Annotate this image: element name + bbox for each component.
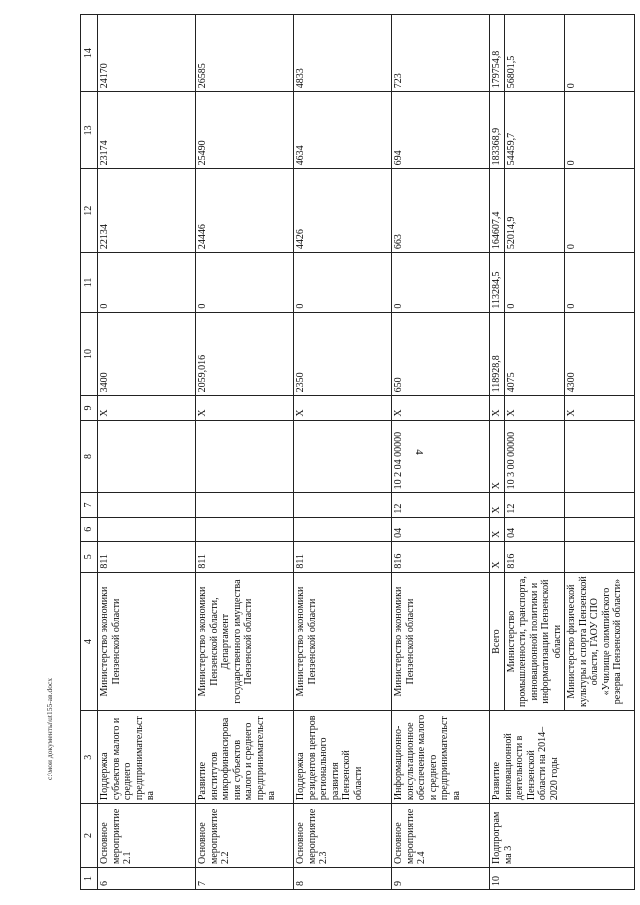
- table-cell-c8: 10 2 04 00000: [392, 420, 490, 493]
- table-cell-c13: 183368,9: [490, 92, 505, 169]
- page-number: 4: [413, 449, 425, 455]
- table-cell-c13: 25490: [196, 92, 294, 169]
- table-cell-c8: [196, 420, 294, 493]
- table-cell-c12: 663: [392, 169, 490, 253]
- table-cell-c3: Поддержка резидентов центров регионального развития Пензенской области: [294, 711, 392, 804]
- table-cell-c10: 118928,8: [490, 312, 505, 396]
- table-row: [196, 15, 294, 890]
- table-cell-c13: 0: [565, 92, 635, 169]
- table-cell-c6: [565, 517, 635, 541]
- table-row: [294, 15, 392, 890]
- table-cell-c14: 723: [392, 15, 490, 92]
- budget-table: [80, 14, 635, 890]
- table-cell-c10: 4300: [565, 312, 635, 396]
- table-cell-c5: [565, 541, 635, 572]
- table-cell-c14: 24170: [98, 15, 196, 92]
- rotated-table-sheet: [80, 14, 623, 890]
- table-cell-c3: Поддержка субъектов малого и среднего предпринимательства: [98, 711, 196, 804]
- table-cell-c13: 694: [392, 92, 490, 169]
- table-cell-c1: 9: [392, 867, 490, 889]
- header-col-2: 2: [81, 804, 98, 868]
- table-cell-c11: 0: [294, 253, 392, 313]
- header-col-13: 13: [81, 92, 98, 169]
- table-cell-c5: 816: [392, 541, 490, 572]
- table-cell-c4: Министерство экономики Пензенской области: [294, 572, 392, 711]
- table-cell-c3: Информационно-консультационное обеспечение малого и среднего предпринимательства: [392, 711, 490, 804]
- header-col-7: 7: [81, 493, 98, 517]
- table-cell-c5: 816: [504, 541, 565, 572]
- table-cell-c11: 113284,5: [490, 253, 505, 313]
- table-cell-c7: 12: [392, 493, 490, 517]
- table-cell-c10: 2350: [294, 312, 392, 396]
- header-col-8: 8: [81, 420, 98, 493]
- table-cell-c14: 26585: [196, 15, 294, 92]
- header-col-6: 6: [81, 517, 98, 541]
- table-cell-c7: [98, 493, 196, 517]
- table-cell-c12: 22134: [98, 169, 196, 253]
- table-cell-c12: 4426: [294, 169, 392, 253]
- table-row: [98, 15, 196, 890]
- table-cell-c9: X: [392, 396, 490, 420]
- header-col-14: 14: [81, 15, 98, 92]
- table-cell-c8: 10 3 00 00000: [504, 420, 565, 493]
- table-cell-c5: 811: [196, 541, 294, 572]
- table-cell-c10: 2059,016: [196, 312, 294, 396]
- table-cell-c1: 6: [98, 867, 196, 889]
- table-cell-c5: 811: [294, 541, 392, 572]
- table-cell-c7: X: [490, 493, 505, 517]
- footer-path: c:\мои документы\ut155-ав.docx: [44, 677, 54, 780]
- table-cell-c7: [565, 493, 635, 517]
- table-cell-c10: 3400: [98, 312, 196, 396]
- table-cell-c13: 4634: [294, 92, 392, 169]
- table-cell-c4: Министерство промышленности, транспорта, инновационной политики и информатизации Пензенской области: [504, 572, 565, 711]
- table-cell-c4: Министерство экономики Пензенской области: [98, 572, 196, 711]
- header-col-9: 9: [81, 396, 98, 420]
- table-cell-c6: [98, 517, 196, 541]
- table-cell-c8: [294, 420, 392, 493]
- table-cell-c11: 0: [392, 253, 490, 313]
- header-col-12: 12: [81, 169, 98, 253]
- table-cell-c14: 0: [565, 15, 635, 92]
- table-cell-c3: Развитие инновационной деятельности в Пензенской области на 2014–2020 годы: [490, 711, 635, 804]
- table-cell-c12: 0: [565, 169, 635, 253]
- table-cell-c10: 4075: [504, 312, 565, 396]
- table-cell-c13: 54459,7: [504, 92, 565, 169]
- table-cell-c4: Министерство физической культуры и спорта Пензенской области, ГАОУ СПО «Училище олимпийского резерва Пензенской области»: [565, 572, 635, 711]
- header-col-11: 11: [81, 253, 98, 313]
- table-cell-c2: Основное мероприятие 2.2: [196, 804, 294, 868]
- table-cell-c2: Подпрограмма 3: [490, 804, 635, 868]
- table-cell-c7: 12: [504, 493, 565, 517]
- header-col-10: 10: [81, 312, 98, 396]
- table-cell-c6: [294, 517, 392, 541]
- table-cell-c8: [98, 420, 196, 493]
- table-cell-c5: X: [490, 541, 505, 572]
- table-cell-c10: 650: [392, 312, 490, 396]
- header-col-5: 5: [81, 541, 98, 572]
- table-cell-c12: 164607,4: [490, 169, 505, 253]
- table-cell-c3: Развитие институтов микрофинансирования субъектов малого и среднего предпринимательства: [196, 711, 294, 804]
- table-cell-c11: 0: [565, 253, 635, 313]
- table-cell-c11: 0: [504, 253, 565, 313]
- table-cell-c4: Министерство экономики Пензенской области: [392, 572, 490, 711]
- table-cell-c12: 52014,9: [504, 169, 565, 253]
- table-cell-c14: 56801,5: [504, 15, 565, 92]
- table-cell-c7: [294, 493, 392, 517]
- table-cell-c8: [565, 420, 635, 493]
- header-col-4: 4: [81, 572, 98, 711]
- table-row: [392, 15, 490, 890]
- table-cell-c7: [196, 493, 294, 517]
- table-cell-c13: 23174: [98, 92, 196, 169]
- table-cell-c14: 179754,8: [490, 15, 505, 92]
- table-cell-c14: 4833: [294, 15, 392, 92]
- table-cell-c9: X: [98, 396, 196, 420]
- table-cell-c2: Основное мероприятие 2.3: [294, 804, 392, 868]
- table-cell-c4: Министерство экономики Пензенской области, Департамент государственного имущества Пензенской области: [196, 572, 294, 711]
- header-row: [81, 15, 98, 890]
- table-cell-c11: 0: [196, 253, 294, 313]
- header-col-3: 3: [81, 711, 98, 804]
- table-cell-c6: 04: [392, 517, 490, 541]
- table-cell-c12: 24446: [196, 169, 294, 253]
- table-cell-c1: 7: [196, 867, 294, 889]
- table-row: [490, 15, 505, 890]
- table-cell-c9: X: [565, 396, 635, 420]
- header-col-1: 1: [81, 867, 98, 889]
- table-cell-c9: X: [504, 396, 565, 420]
- table-cell-c9: X: [490, 396, 505, 420]
- table-cell-c9: X: [294, 396, 392, 420]
- table-cell-c1: 10: [490, 867, 635, 889]
- table-cell-c6: [196, 517, 294, 541]
- table-cell-c2: Основное мероприятие 2.1: [98, 804, 196, 868]
- table-cell-c4: Всего: [490, 572, 505, 711]
- table-cell-c11: 0: [98, 253, 196, 313]
- table-cell-c1: 8: [294, 867, 392, 889]
- table-cell-c5: 811: [98, 541, 196, 572]
- table-cell-c2: Основное мероприятие 2.4: [392, 804, 490, 868]
- table-cell-c6: 04: [504, 517, 565, 541]
- table-cell-c6: X: [490, 517, 505, 541]
- table-cell-c8: X: [490, 420, 505, 493]
- table-cell-c9: X: [196, 396, 294, 420]
